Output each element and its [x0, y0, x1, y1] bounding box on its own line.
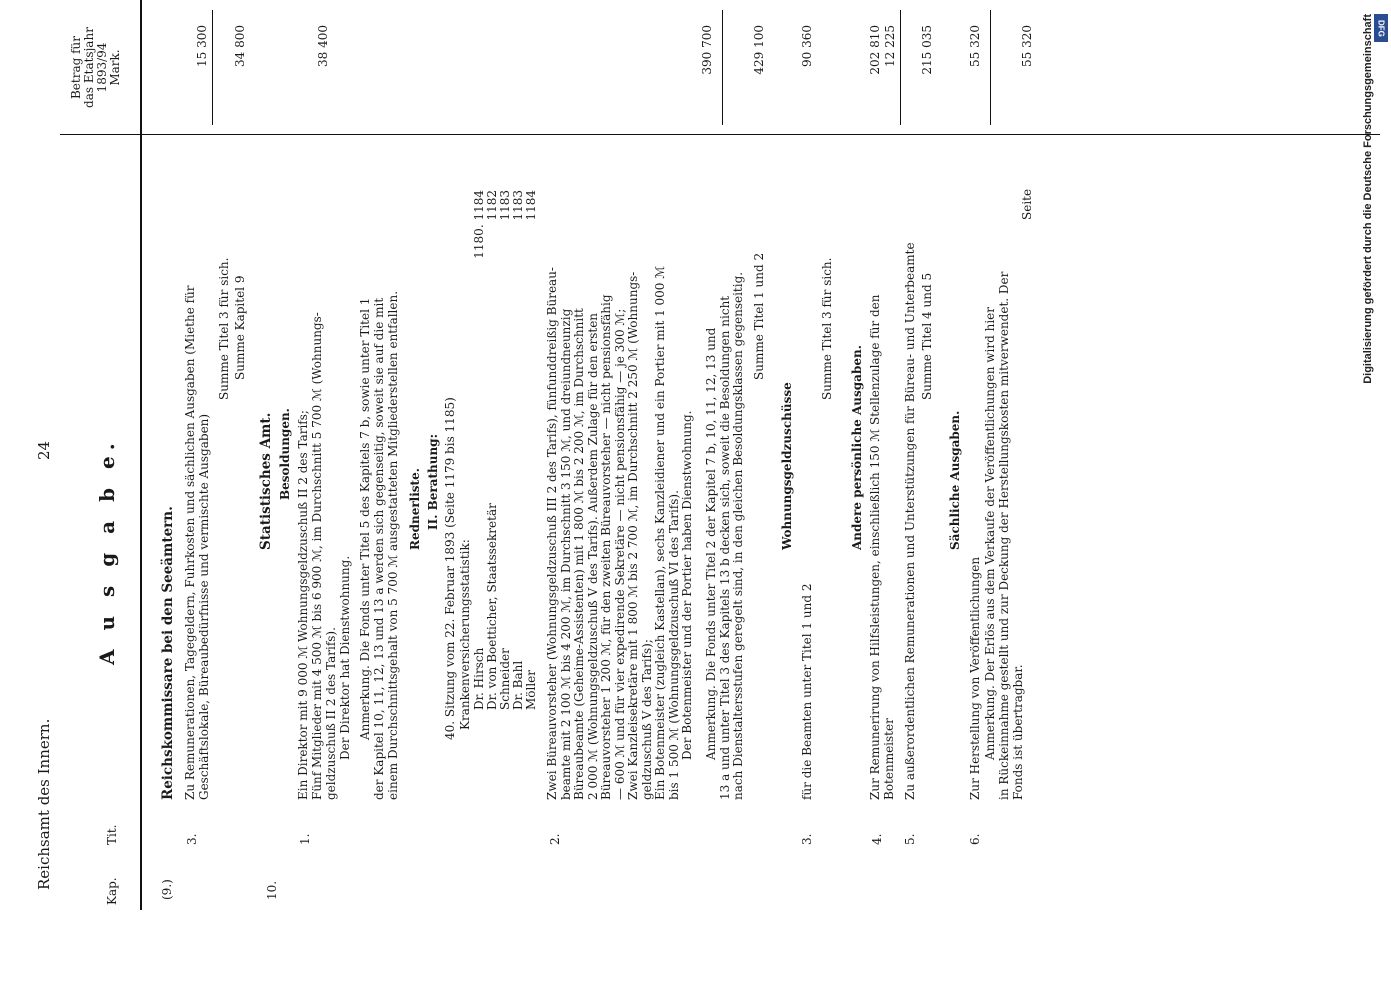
section-9-sum-kap: Summe Kapitel 9 [233, 275, 247, 380]
saechliche-heading: Sächliche Ausgaben. [948, 410, 962, 550]
header-rule [140, 0, 142, 910]
tit-column-header: Tit. [105, 824, 119, 845]
tit-6-amount: 55 320 [968, 25, 982, 67]
tit-3-10-label: 3. [800, 833, 814, 845]
sum-1-2-rule [722, 10, 723, 125]
kap-column-header: Kap. [105, 877, 119, 905]
running-head: Reichsamt des Innern. [35, 718, 53, 890]
amount-column-header: Betrag für das Etatsjahr 1893/94 Mark. [69, 27, 122, 108]
credit-text: Digitalisierung gefördert durch die Deutsche Forschungsgemeinschaft [1362, 14, 1374, 384]
section-9-tit3-amount: 15 300 [195, 25, 209, 67]
dfg-logo: DFG [1374, 14, 1388, 42]
amount-column-rule [60, 134, 1380, 135]
tit-1-label: 1. [298, 833, 312, 845]
section-9-tit3-text: Zu Remunerationen, Tagegeldern, Fuhrkosten und sächlichen Ausgaben (Miethe für Geschäftslokale, Büreaubedürfnisse und vermischte Ausgaben) [183, 285, 211, 800]
tit-3-10-sum: Summe Titel 3 für sich. [820, 257, 834, 400]
sum-4-5-rule [900, 10, 901, 125]
section-10-heading: Statistisches Amt. [258, 412, 274, 550]
tit-4-label: 4. [870, 833, 884, 845]
kap-9-label: (9.) [160, 879, 174, 900]
sitzung-label: 40. Sitzung vom 22. Februar 1893 (Seite 1179 bis 1185) [443, 397, 457, 740]
tit-4-text: Zur Remunerirung von Hilfsleistungen, einschließlich 150 ℳ Stellenzulage für den Botenmeister [868, 294, 896, 800]
section-9-sum-rule [212, 10, 213, 125]
besoldungen-heading: Besoldungen. [278, 408, 292, 500]
seite-amount: 55 320 [1020, 25, 1034, 67]
andere-heading: Andere persönliche Ausgaben. [850, 345, 864, 550]
tit-5-label: 5. [903, 833, 917, 845]
speaker-row: Dr. Hirsch 1180. 1184 [472, 190, 486, 710]
beratung-label: II. Berathung: [426, 434, 440, 530]
tit-3-10-amount: 90 360 [800, 25, 814, 67]
krankenversicherung-label: Krankenversicherungsstatistik: [458, 539, 472, 730]
seite-label: Seite [1020, 188, 1034, 220]
tit-4-amount: 202 810 [868, 25, 882, 75]
tit-1-amount: 38 400 [316, 25, 330, 67]
tit-5-amount: 12 225 [883, 25, 897, 67]
main-title: A u s g a b e. [95, 437, 119, 665]
speaker-row: Dr. Bahl 1183 [511, 190, 525, 710]
tit-6-note: Anmerkung. Der Erlös aus dem Verkaufe der Veröffentlichungen wird hier in Rückeinnahme gestellt und zur Deckung der Herstellungskosten mitverwendet. Der Fonds ist übertragbar. [983, 271, 1025, 800]
tit-3-10-text: für die Beamten unter Titel 1 und 2 [800, 583, 814, 800]
section-9-sum-tit3: Summe Titel 3 für sich. [217, 257, 231, 400]
speaker-row: Schneider 1183 [498, 190, 512, 710]
sum-4-5-amount: 215 035 [920, 25, 934, 75]
tit-5-text: Zu außerordentlichen Remunerationen und Unterstützungen für Büreau- und Unterbeamte [903, 242, 917, 800]
sum-4-5-label: Summe Titel 4 und 5 [920, 272, 934, 400]
speaker-row: Dr. von Boetticher, Staatssekretär 1182 [485, 190, 499, 710]
speaker-list [473, 190, 538, 710]
digitization-credit [1357, 14, 1379, 984]
wohnungsgeld-heading: Wohnungsgeldzuschüsse [780, 382, 794, 550]
tit-2-note: Anmerkung. Die Fonds unter Titel 2 der Kapitel 7 b, 10, 11, 12, 13 und 13 a und unter Titel 3 des Kapitels 13 b decken sich, soweit die Besoldungen nicht nach Dienstaltersstufen geregelt sind, in den gleichen Besoldungsklassen gegenseitig. [704, 271, 745, 800]
seite-rule [990, 10, 991, 125]
tit-2-text: Zwei Büreauvorsteher (Wohnungsgeldzuschuß III 2 des Tarifs), fünfunddreißig Büreau- beamte mit 2 100 ℳ bis 4 200 ℳ, im Durchschnitt 3 150 ℳ, und dreiundneunzig Büreaubeamte (Geheime-Assistenten) mit 1 800 ℳ bis 2 200 ℳ, im Durchschnitt 2 000 ℳ (Wohnungsgeldzuschuß V des Tarifs). Außerdem Zulage für den ersten Büreauvorsteher 1 200 ℳ, für den zweiten Büreauvorsteher — nicht pensionsfähig — 600 ℳ und für vier expedirende Sekretäre — nicht pensionsfähig — je 300 ℳ; Zwei Kanzleisekretäre mit 1 800 ℳ bis 2 700 ℳ, im Durchschnitt 2 250 ℳ (Wohnungs- geldzuschuß V des Tarifs); Ein Botenmeister (zugleich Kastellan), sechs Kanzleidiener und ein Portier mit 1 000 ℳ bis 1 500 ℳ (Wohnungsgeldzuschuß VI des Tarifs). Der Botenmeister und der Portier haben Dienstwohnung. [545, 265, 694, 800]
tit-2-amount: 390 700 [700, 25, 714, 75]
tit-6-text: Zur Herstellung von Veröffentlichungen [968, 556, 982, 800]
page-number: 24 [35, 440, 53, 460]
sum-1-2-amount: 429 100 [752, 25, 766, 75]
kap-10-label: 10. [265, 880, 279, 900]
speaker-row: Möller 1184 [524, 190, 538, 710]
tit-2-label: 2. [548, 833, 562, 845]
tit-1-text: Ein Direktor mit 9 000 ℳ Wohnungsgeldzuschuß II 2 des Tarifs; Fünf Mitglieder mit 4 500 ℳ bis 6 900 ℳ, im Durchschnitt 5 700 ℳ (Wohnungs- geldzuschuß II 2 des Tarifs). Der Direktor hat Dienstwohnung. [296, 312, 352, 800]
sum-1-2-label: Summe Titel 1 und 2 [752, 252, 766, 380]
section-9-sum-amount: 34 800 [233, 25, 247, 67]
rednerliste-heading: Rednerliste. [408, 468, 422, 550]
tit-3-label: 3. [185, 833, 199, 845]
tit-1-note: Anmerkung. Die Fonds unter Titel 5 des Kapitels 7 b, sowie unter Titel 1 der Kapitel 10, 11, 12, 13 und 13 a werden sich gegenseitig, soweit sie auf die mit einem Durchschnittsgehalt von 5 700 ℳ ausgestatteten Mitgliederstellen entfallen. [358, 290, 400, 800]
tit-6-label: 6. [968, 833, 982, 845]
section-9-heading: Reichskommissare bei den Seeämtern. [160, 506, 176, 800]
